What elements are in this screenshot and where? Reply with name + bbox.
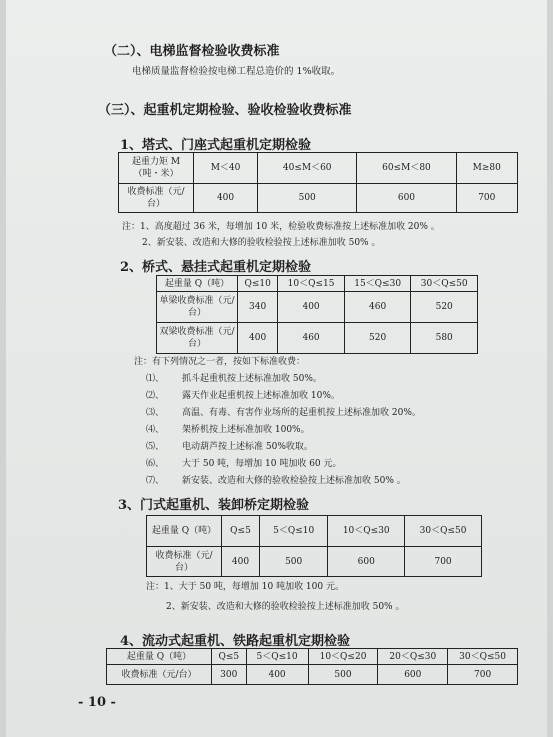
table2-cell: 520 (344, 323, 411, 354)
table3-cell: 400 (222, 547, 260, 577)
table4 (106, 648, 518, 685)
table1-note: 注：1、高度超过 36 米，每增加 10 米，检验收费标准按上述标准加收 20% 。 (122, 222, 440, 232)
list-item-number: ⑹、 (146, 459, 165, 469)
table3-header-cell: Q≤5 (222, 516, 260, 547)
table1-header-cell: 40≤M＜60 (258, 153, 357, 184)
table2-note-head: 注：有下列情况之一者，按如下标准收费： (134, 357, 306, 367)
table4-cell: 500 (308, 665, 378, 685)
table3-title: 3、门式起重机、装卸桥定期检验 (118, 498, 310, 513)
list-item-number: ⑵、 (146, 391, 165, 401)
list-item-number: ⑴、 (146, 374, 165, 384)
table1-header-cell: M＜40 (194, 153, 258, 184)
table2-header-cell: 起重量 Q（吨） (157, 276, 238, 292)
list-item: 露天作业起重机按上述标准加收 10%。 (182, 391, 340, 401)
table4-cell: 300 (212, 665, 247, 685)
table3-cell: 700 (405, 547, 482, 577)
table4-header-cell: 10＜Q≤20 (308, 649, 378, 665)
table4-title: 4、流动式起重机、铁路起重机定期检验 (120, 634, 351, 649)
table4-header-cell: 20＜Q≤30 (378, 649, 448, 665)
table4-cell: 700 (448, 665, 518, 685)
table2-title: 2、桥式、悬挂式起重机定期检验 (120, 260, 312, 275)
table1-header-cell: 60≤M＜80 (357, 153, 456, 184)
table4-cell: 400 (246, 665, 308, 685)
section-title-crane: （三）、起重机定期检验、验收检验收费标准 (98, 103, 352, 118)
list-item: 大于 50 吨，每增加 10 吨加收 60 元。 (182, 459, 342, 469)
table2-cell: 400 (278, 292, 345, 323)
table1-row-label: 收费标准（元/台） (119, 184, 194, 213)
table4-row-label: 收费标准（元/台） (107, 665, 212, 685)
table2-cell: 340 (238, 292, 278, 323)
table2-cell: 400 (238, 323, 278, 354)
table1 (118, 152, 518, 213)
table2-header-cell: Q≤10 (238, 276, 278, 292)
table3-row-label: 收费标准（元/台） (147, 547, 222, 577)
table2-cell: 520 (411, 292, 478, 323)
list-item-number: ⑸、 (146, 442, 165, 452)
table2-cell: 460 (278, 323, 345, 354)
table1-note: 2、新安装、改造和大修的验收检验按上述标准加收 50% 。 (142, 238, 381, 248)
elevator-fee-text: 电梯质量监督检验按电梯工程总造价的 1%收取。 (132, 66, 341, 77)
page-number: - 10 - (78, 695, 116, 710)
section-title-elevator: （二）、电梯监督检验收费标准 (104, 44, 280, 59)
table4-cell: 600 (378, 665, 448, 685)
list-item-number: ⑶、 (146, 408, 165, 418)
table2-row-label: 单梁收费标准（元/台） (157, 292, 238, 323)
table3-header-cell: 起重量 Q（吨） (147, 516, 222, 547)
table4-header-cell: 30＜Q≤50 (448, 649, 518, 665)
list-item: 抓斗起重机按上述标准加收 50%。 (182, 374, 322, 384)
table1-header-cell: M≥80 (456, 153, 517, 184)
list-item: 架桥机按上述标准加收 100%。 (182, 425, 310, 435)
table4-header-cell: 起重量 Q（吨） (107, 649, 212, 665)
list-item: 新安装、改造和大修的验收检验按上述标准加收 50% 。 (182, 476, 406, 486)
table2-cell: 460 (344, 292, 411, 323)
table3-cell: 600 (328, 547, 405, 577)
table3 (146, 515, 482, 577)
table3-header-cell: 5＜Q≤10 (260, 516, 328, 547)
table2-cell: 580 (411, 323, 478, 354)
table1-cell: 600 (357, 184, 456, 213)
table3-cell: 500 (260, 547, 328, 577)
table2-header-cell: 15＜Q≤30 (344, 276, 411, 292)
table2-row-label: 双梁收费标准（元/台） (157, 323, 238, 354)
table2-header-cell: 10＜Q≤15 (278, 276, 345, 292)
table3-note: 2、新安装、改造和大修的验收检验按上述标准加收 50% 。 (166, 602, 405, 612)
table1-cell: 700 (456, 184, 517, 213)
table4-header-cell: Q≤5 (212, 649, 247, 665)
table1-cell: 400 (194, 184, 258, 213)
table3-header-cell: 30＜Q≤50 (405, 516, 482, 547)
list-item-number: ⑺、 (146, 476, 165, 486)
table2-header-cell: 30＜Q≤50 (411, 276, 478, 292)
list-item-number: ⑷、 (146, 425, 165, 435)
table1-title: 1、塔式、门座式起重机定期检验 (120, 138, 312, 153)
table1-header-cell: 起重力矩 M（吨・米） (119, 153, 194, 184)
table4-header-cell: 5＜Q≤10 (246, 649, 308, 665)
table3-header-cell: 10＜Q≤30 (328, 516, 405, 547)
list-item: 电动葫芦按上述标准 50%收取。 (182, 442, 313, 452)
table1-cell: 500 (258, 184, 357, 213)
document-page (6, 0, 547, 737)
table2 (156, 275, 478, 354)
table3-note: 注：1、大于 50 吨，每增加 10 吨加收 100 元。 (146, 582, 344, 592)
list-item: 高温、有毒、有害作业场所的起重机按上述标准加收 20%。 (182, 408, 421, 418)
